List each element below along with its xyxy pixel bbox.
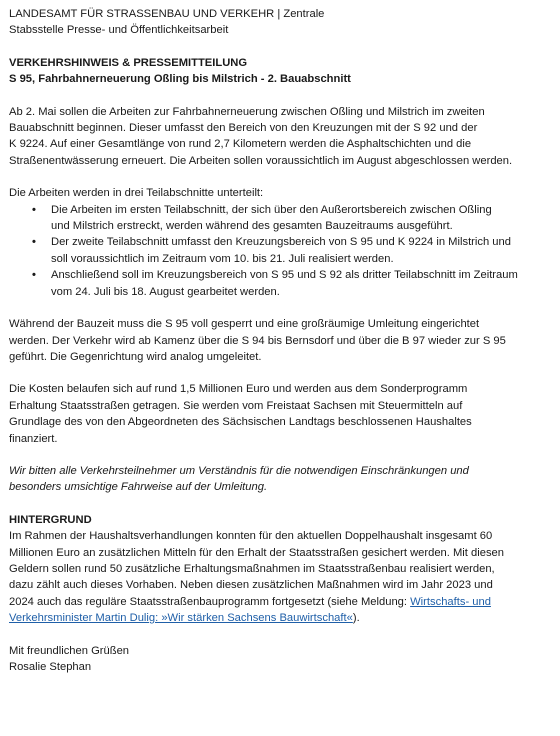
agency-name: LANDESAMT FÜR STRASSENBAU UND VERKEHR | Zentrale [9, 8, 325, 20]
list-item-line: Der zweite Teilabschnitt umfasst den Kreuzungsbereich von S 95 und K 9224 in Milstrich und [51, 236, 511, 249]
intro-line: K 9224. Auf einer Gesamtlänge von rund 2,7 Kilometern werden die Asphaltschichten und die [9, 138, 472, 151]
related-news-link[interactable]: Wirtschafts- und [410, 595, 491, 608]
intro-line: Ab 2. Mai sollen die Arbeiten zur Fahrbahnerneuerung zwischen Oßling und Milstrich im zweiten [9, 105, 485, 118]
document-headline: S 95, Fahrbahnerneuerung Oßling bis Milstrich - 2. Bauabschnitt [9, 73, 351, 86]
detour-line: werden. Der Verkehr wird ab Kamenz über die S 94 bis Bernsdorf und über die B 97 wieder zur S 95 [9, 334, 506, 347]
detour-paragraph [9, 316, 552, 365]
background-line [9, 610, 552, 626]
list-item-line: Die Arbeiten im ersten Teilabschnitt, der sich über den Außerortsbereich zwischen Oßling [51, 203, 492, 216]
background-line: Millionen Euro an zusätzlichen Mitteln für den Erhalt der Staatsstraßen gesichert werden. Mit diesen [9, 546, 504, 559]
sections-lead: Die Arbeiten werden in drei Teilabschnitte unterteilt: [9, 187, 264, 200]
list-item [32, 267, 552, 300]
costs-line: Erhaltung Staatsstraßen getragen. Sie werden vom Freistaat Sachsen mit Steuermitteln auf [9, 399, 463, 412]
background-paragraph [9, 528, 552, 626]
list-item [32, 202, 552, 235]
list-item-line: vom 24. Juli bis 18. August gearbeitet werden. [51, 285, 280, 298]
list-item-line: und Milstrich erstreckt, werden während des gesamten Bauzeitraums ausgeführt. [51, 220, 453, 233]
costs-line: Grundlage des von den Abgeordneten des Sächsischen Landtags beschlossenen Haushaltes [9, 416, 472, 429]
bullet-icon: • [32, 236, 36, 249]
costs-line: Die Kosten belaufen sich auf rund 1,5 Millionen Euro und werden aus dem Sonderprogramm [9, 383, 468, 396]
background-line: Geldern sollen rund 50 zusätzliche Erhaltungsmaßnahmen im Staatsstraßenbau realisiert werden, [9, 562, 495, 575]
intro-line: Straßenentwässerung erneuert. Die Arbeiten sollen voraussichtlich im August abgeschlossen werden. [9, 154, 513, 167]
detour-line: geführt. Die Gegenrichtung wird analog umgeleitet. [9, 350, 262, 363]
background-line-text: 2024 auch das reguläre Staatsstraßenbauprogramm fortgesetzt (siehe Meldung: [9, 595, 411, 608]
sections-list [9, 202, 552, 300]
background-line-text: ). [352, 612, 360, 625]
bullet-icon: • [32, 269, 36, 282]
intro-line: Bauabschnitt beginnen. Dieser umfasst den Bereich von den Kreuzungen mit der S 92 und der [9, 122, 478, 135]
list-item-line: soll voraussichtlich im Zeitraum vom 10. bis 21. Juli realisiert werden. [51, 252, 394, 265]
background-line [9, 594, 552, 610]
costs-paragraph [9, 381, 552, 447]
closing-greeting: Mit freundlichen Grüßen [9, 644, 130, 657]
bullet-icon: • [32, 203, 36, 216]
document-kicker: VERKEHRSHINWEIS & PRESSEMITTEILUNG [9, 56, 248, 69]
signature-name: Rosalie Stephan [9, 661, 92, 673]
detour-line: Während der Bauzeit muss die S 95 voll gesperrt und eine großräumige Umleitung eingerichtet [9, 318, 480, 331]
background-line: dazu zählt auch dieses Vorhaben. Neben diesen zusätzlichen Maßnahmen wird im Jahr 2023 und [9, 579, 493, 592]
agency-department: Stabsstelle Presse- und Öffentlichkeitsarbeit [9, 24, 229, 37]
list-item [32, 234, 552, 267]
background-line: Im Rahmen der Haushaltsverhandlungen konnten für den aktuellen Doppelhaushalt insgesamt 60 [9, 530, 493, 543]
appeal-line: besonders umsichtige Fahrweise auf der Umleitung. [9, 481, 268, 494]
appeal-paragraph [9, 463, 552, 496]
costs-line: finanziert. [9, 432, 58, 445]
appeal-line: Wir bitten alle Verkehrsteilnehmer um Verständnis für die notwendigen Einschränkungen und [9, 464, 469, 477]
intro-paragraph [9, 104, 552, 170]
related-news-link-continued[interactable]: Verkehrsminister Martin Dulig: »Wir stärken Sachsens Bauwirtschaft« [9, 612, 353, 625]
background-heading: HINTERGRUND [9, 513, 92, 526]
list-item-line: Anschließend soll im Kreuzungsbereich von S 95 und S 92 als dritter Teilabschnitt im Zeitraum [51, 269, 518, 282]
